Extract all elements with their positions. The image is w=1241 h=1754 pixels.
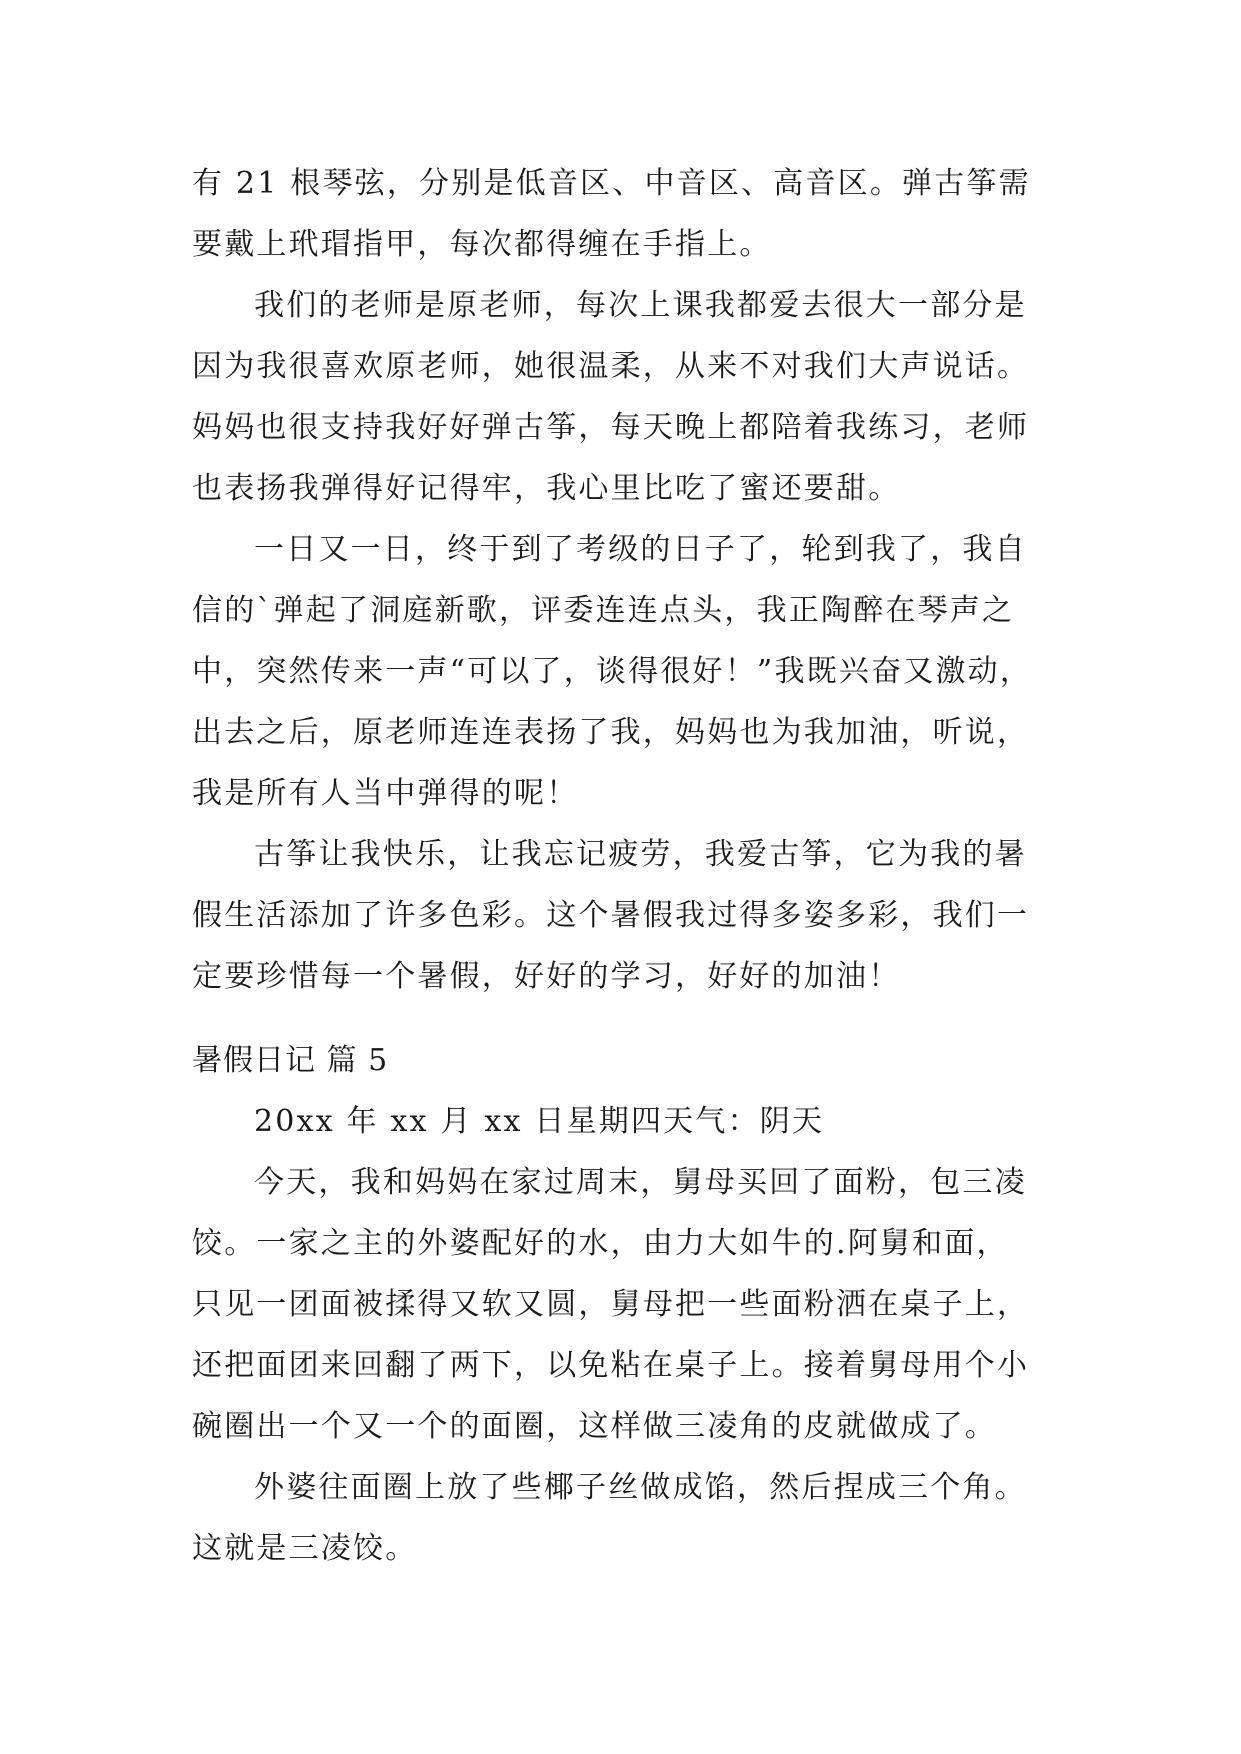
- paragraph-line: 我是所有人当中弹得的呢！: [192, 776, 579, 811]
- paragraph-line: 这就是三凌饺。: [192, 1531, 418, 1566]
- paragraph-line: 还把面团来回翻了两下，以免粘在桌子上。接着舅母用个小: [192, 1348, 1030, 1383]
- paragraph-line: 中，突然传来一声“可以了，谈得很好！”我既兴奋又激动，: [192, 654, 1033, 689]
- paragraph-first-line: 今天，我和妈妈在家过周末，舅母买回了面粉，包三凌: [254, 1165, 1027, 1200]
- paragraph-line: 妈妈也很支持我好好弹古筝，每天晚上都陪着我练习，老师: [192, 410, 1030, 445]
- paragraph-line: 饺。一家之主的外婆配好的水，由力大如牛的.阿舅和面，: [192, 1226, 1009, 1261]
- paragraph-line: 有 21 根琴弦，分别是低音区、中音区、高音区。弹古筝需: [192, 166, 1031, 201]
- paragraph-line: 碗圈出一个又一个的面圈，这样做三凌角的皮就做成了。: [192, 1409, 997, 1444]
- paragraph-line: 定要珍惜每一个暑假，好好的学习，好好的加油！: [192, 959, 901, 994]
- paragraph-line: 假生活添加了许多色彩。这个暑假我过得多姿多彩，我们一: [192, 898, 1030, 933]
- date-weather-line: 20xx 年 xx 月 xx 日星期四天气：阴天: [254, 1104, 825, 1139]
- paragraph-line: 要戴上玳瑁指甲，每次都得缠在手指上。: [192, 227, 772, 262]
- paragraph-line: 因为我很喜欢原老师，她很温柔，从来不对我们大声说话。: [192, 349, 1030, 384]
- paragraph-first-line: 我们的老师是原老师，每次上课我都爱去很大一部分是: [254, 288, 1027, 323]
- section-heading: 暑假日记 篇 5: [192, 1043, 389, 1078]
- paragraph-first-line: 一日又一日，终于到了考级的日子了，轮到我了，我自: [254, 532, 1027, 567]
- paragraph-line: 出去之后，原老师连连表扬了我，妈妈也为我加油，听说，: [192, 715, 1030, 750]
- paragraph-line: 只见一团面被揉得又软又圆，舅母把一些面粉洒在桌子上，: [192, 1287, 1030, 1322]
- paragraph-line: 信的`弹起了洞庭新歌，评委连连点头，我正陶醉在琴声之: [192, 593, 1015, 628]
- paragraph-line: 也表扬我弹得好记得牢，我心里比吃了蜜还要甜。: [192, 471, 901, 506]
- paragraph-first-line: 古筝让我快乐，让我忘记疲劳，我爱古筝，它为我的暑: [254, 837, 1027, 872]
- paragraph-first-line: 外婆往面圈上放了些椰子丝做成馅，然后捏成三个角。: [254, 1470, 1027, 1505]
